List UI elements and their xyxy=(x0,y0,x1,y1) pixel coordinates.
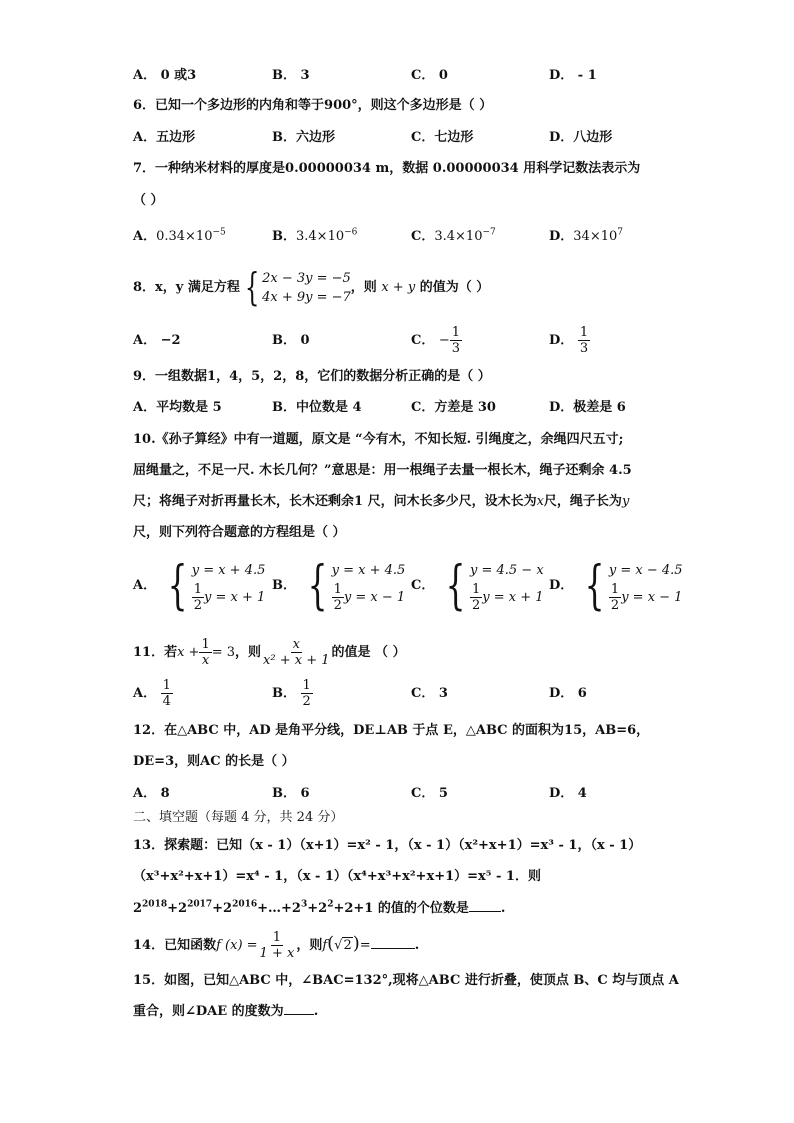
q8-system xyxy=(240,264,351,309)
q11-suffix: 的值是 （ ） xyxy=(331,645,406,660)
q13-e2: 2017 xyxy=(187,899,213,910)
q7-b-exp: −6 xyxy=(344,227,358,238)
q8-c-label: C． xyxy=(411,333,435,348)
q13-p5: +2+1 的值的个位数是 xyxy=(333,901,469,916)
q8-expr: x + y xyxy=(381,280,416,295)
q7-b-label: B． xyxy=(272,229,296,244)
brace-icon: { xyxy=(584,556,605,616)
q14-mid: ，则 xyxy=(296,938,323,953)
q7-d-exp: 7 xyxy=(617,227,623,238)
q6-option-d: D．八边形 xyxy=(549,130,613,145)
q10-a-system xyxy=(161,558,266,614)
q12-option-c: C． 5 xyxy=(411,786,448,801)
q10-c-eq2: y = x + 1 xyxy=(482,589,544,605)
q14-f: f xyxy=(322,938,328,953)
q8-suffix: 的值为（ ） xyxy=(419,280,490,295)
q14-answer-blank[interactable] xyxy=(371,948,415,949)
q10-line1: 10.《孙子算经》中有一道题，原文是 “今有木，不知长短. 引绳度之，余绳四尺五寸; xyxy=(133,432,624,447)
q10-c-label: C． xyxy=(411,578,435,593)
q10-c-half-den: 2 xyxy=(471,597,481,613)
q13-e1: 2018 xyxy=(142,899,168,910)
q13-line1: 13．探索题：已知（x - 1）（x+1）=x² - 1，（x - 1）（x²+x+1）=x³ - 1，（x - 1） xyxy=(133,838,642,853)
q14-fraction xyxy=(258,930,297,961)
q7-option-d xyxy=(549,229,623,245)
q8-d-fraction xyxy=(578,325,590,356)
q7-option-c xyxy=(411,229,496,245)
q10-line4: 尺，则下列符合题意的方程组是（ ） xyxy=(133,525,346,540)
q11-a-label: A． xyxy=(133,686,157,701)
q7-b-base: 3.4×10 xyxy=(296,229,345,244)
q7-c-label: C． xyxy=(411,229,435,244)
q7-a-base: 0.34×10 xyxy=(156,229,213,244)
brace-icon: { xyxy=(445,556,466,616)
q10-option-c xyxy=(411,558,544,614)
q10-d-half-den: 2 xyxy=(610,597,620,613)
q13-p4: +2 xyxy=(307,901,328,916)
q10-option-d xyxy=(549,558,683,614)
q10-d-eq1: y = x − 4.5 xyxy=(608,562,683,578)
q14-eq: = xyxy=(359,938,371,953)
q11-g-den: x² + x + 1 xyxy=(263,653,330,668)
q8-d-num: 1 xyxy=(579,325,589,340)
q11-f-num: 1 xyxy=(201,637,210,652)
q7-option-b xyxy=(272,229,357,245)
q15-line2-text: 重合，则∠DAE 的度数为 xyxy=(133,1004,284,1019)
q11-b-label: B． xyxy=(272,686,296,701)
q11-a-den: 4 xyxy=(162,694,171,709)
q11-eq: = 3 xyxy=(211,645,236,660)
q11-option-a xyxy=(133,675,173,713)
q14-end: . xyxy=(414,938,420,953)
q7-stem: 7．一种纳米材料的厚度是0.00000034 m，数据 0.00000034 用科学记数法表示为 xyxy=(133,161,641,176)
q7-option-a xyxy=(133,229,226,245)
q10-b-eq2: y = x − 1 xyxy=(343,589,406,605)
q10-b-label: B． xyxy=(272,578,296,593)
q12-line2: DE=3，则AC 的长是（ ） xyxy=(133,754,295,769)
q9-option-c: C．方差是 30 xyxy=(411,400,496,415)
q11-f-den: x xyxy=(201,653,210,668)
q8-option-a: A． −2 xyxy=(133,333,181,348)
section-heading: 二、填空题（每题 4 分，共 24 分） xyxy=(133,810,344,825)
q11-b-den: 2 xyxy=(302,694,311,709)
q12-option-d: D． 4 xyxy=(549,786,587,801)
q5-option-d: D． - 1 xyxy=(549,68,597,83)
q11-option-d: D． 6 xyxy=(549,686,587,701)
q14-den: 1 + x xyxy=(259,946,295,961)
q11-a-num: 1 xyxy=(162,678,171,693)
q10-b-half-num: 1 xyxy=(333,581,342,597)
q10-a-half-den: 2 xyxy=(193,597,202,613)
q11-g-num: x xyxy=(292,637,300,652)
q8-mid: ，则 xyxy=(350,280,377,295)
q8-eq1: 2x − 3y = −5 xyxy=(262,270,351,286)
q9-option-b: B．中位数是 4 xyxy=(272,400,362,415)
q10-a-half-num: 1 xyxy=(193,581,202,597)
q10-line2: 屈绳量之，不足一尺. 木长几何？”意思是：用一根绳子去量一根长木，绳子还剩余 4.5 xyxy=(133,463,632,478)
q13-e5: 2 xyxy=(327,899,334,910)
q15-line2 xyxy=(133,1004,318,1020)
q10-option-a xyxy=(133,558,265,614)
q10-option-b xyxy=(272,558,405,614)
q6-option-c: C．七边形 xyxy=(411,130,474,145)
q11-fraction-1 xyxy=(199,637,211,668)
q15-end: . xyxy=(313,1004,319,1019)
q7-d-base: 34×10 xyxy=(573,229,618,244)
q13-line2: （x³+x²+x+1）=x⁴ - 1，（x - 1）（x⁴+x³+x²+x+1）=x⁵ - 1．则 xyxy=(133,869,541,884)
q10-a-eq1: y = x + 4.5 xyxy=(191,562,266,578)
q13-line3 xyxy=(133,901,505,917)
q5-option-b: B． 3 xyxy=(272,68,310,83)
q7-c-exp: −7 xyxy=(482,227,496,238)
q9-option-a: A．平均数是 5 xyxy=(133,400,222,415)
q12-option-b: B． 6 xyxy=(272,786,310,801)
brace-icon: { xyxy=(167,556,188,616)
q10-c-eq1: y = 4.5 − x xyxy=(469,562,544,578)
q10-c-system xyxy=(439,558,544,614)
q6-option-b: B．六边形 xyxy=(272,130,335,145)
q7-d-label: D． xyxy=(549,229,574,244)
q10-a-label: A． xyxy=(133,578,157,593)
q7-paren: （ ） xyxy=(133,193,164,208)
q9-option-d: D．极差是 6 xyxy=(549,400,626,415)
q10-c-half-num: 1 xyxy=(471,581,481,597)
q11-mid: ，则 xyxy=(235,645,262,660)
q11-b-num: 1 xyxy=(302,678,311,693)
brace-icon: { xyxy=(244,264,260,309)
q11-option-b xyxy=(272,675,313,713)
q13-base: 2 xyxy=(133,901,143,916)
q7-c-base: 3.4×10 xyxy=(434,229,483,244)
q8-c-den: 3 xyxy=(451,341,461,356)
q12-line1: 12．在△ABC 中，AD 是角平分线，DE⊥AB 于点 E，△ABC 的面积为15，AB=6， xyxy=(133,723,650,738)
q14-arg: 2 xyxy=(343,938,352,953)
q13-e4: 3 xyxy=(300,899,308,910)
q10-a-eq2: y = x + 1 xyxy=(204,589,266,605)
sqrt-icon: √ xyxy=(334,938,343,953)
q8-c-fraction xyxy=(450,325,462,356)
q10-line3 xyxy=(133,494,629,510)
q11-b-fraction xyxy=(301,678,313,709)
q8-d-den: 3 xyxy=(579,341,589,356)
q10-b-eq1: y = x + 4.5 xyxy=(331,562,406,578)
q5-option-c: C． 0 xyxy=(411,68,448,83)
q13-p2: +2 xyxy=(212,901,233,916)
q13-answer-blank[interactable] xyxy=(469,911,501,912)
q11-option-c: C． 3 xyxy=(411,686,448,701)
q14-num: 1 xyxy=(272,930,282,945)
q13-end: . xyxy=(500,901,506,916)
q10-d-label: D． xyxy=(549,578,574,593)
q8-c-num: 1 xyxy=(451,325,461,340)
q10-line3a: 尺；将绳子对折再量长木，长木还剩余1 尺，问木长多少尺，设木长为 xyxy=(133,494,537,509)
q7-a-label: A． xyxy=(133,229,157,244)
q10-b-system xyxy=(301,558,406,614)
q8-c-sign: − xyxy=(438,333,450,348)
q8-stem xyxy=(133,266,489,310)
q11-stem xyxy=(133,633,406,673)
q13-e3: 2016 xyxy=(232,899,258,910)
q14-stem: 14．已知函数f (x) = $\frac{1}{1 + x}$ ，则f(√2)= . xyxy=(133,930,420,961)
q9-stem: 9．一组数据1，4，5，2，8，它们的数据分析正确的是（ ） xyxy=(133,369,491,384)
q14-fx: f (x) = xyxy=(216,938,258,953)
q14-prefix: 14．已知函数 xyxy=(133,938,217,953)
q10-d-half-num: 1 xyxy=(610,581,620,597)
q8-eq2: 4x + 9y = −7 xyxy=(262,289,351,305)
q5-option-a: A． 0 或3 xyxy=(133,68,197,83)
q10-line3b: 尺，绳子长为 xyxy=(543,494,622,509)
q12-option-a: A． 8 xyxy=(133,786,170,801)
q10-d-system xyxy=(578,558,683,614)
q6-option-a: A．五边形 xyxy=(133,130,196,145)
q13-p3: +…+2 xyxy=(257,901,301,916)
q15-line1: 15．如图，已知△ABC 中，∠BAC=132°,现将△ABC 进行折叠，使顶点 B、C 均与顶点 A xyxy=(133,973,679,988)
q8-option-d xyxy=(549,322,590,360)
q11-x: x + xyxy=(177,645,200,660)
q11-prefix: 11．若 xyxy=(133,645,178,660)
q11-fraction-2 xyxy=(261,637,331,668)
q10-b-half-den: 2 xyxy=(333,597,342,613)
q10-var-x: x xyxy=(536,494,544,509)
q10-d-eq2: y = x − 1 xyxy=(621,589,683,605)
q8-option-b: B． 0 xyxy=(272,333,310,348)
brace-icon: { xyxy=(307,556,328,616)
q10-var-y: y xyxy=(621,494,630,509)
q7-a-exp: −5 xyxy=(212,227,226,238)
q13-p1: +2 xyxy=(167,901,188,916)
q8-d-label: D． xyxy=(549,333,574,348)
q6-stem: 6．已知一个多边形的内角和等于900°，则这个多边形是（ ） xyxy=(133,98,493,113)
q15-answer-blank[interactable] xyxy=(284,1014,314,1015)
q8-option-c xyxy=(411,322,462,360)
q11-a-fraction xyxy=(161,678,173,709)
q8-prefix: 8．x，y 满足方程 xyxy=(133,280,240,295)
